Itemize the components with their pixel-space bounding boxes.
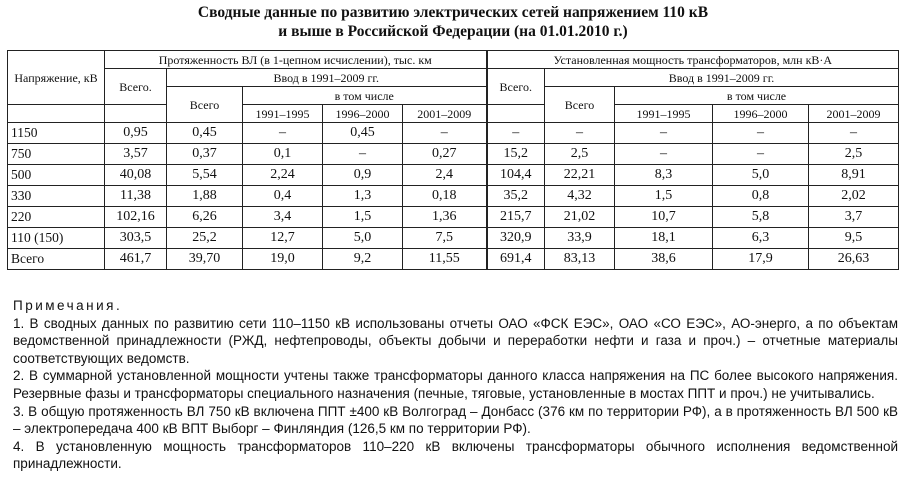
vl-value-cell: 19,0 [243,249,323,270]
tr-input-header: Ввод в 1991–2009 гг. [545,69,899,87]
tr-group-header: Установленная мощность трансформаторов, млн кВ·А [487,51,899,69]
table-row [8,123,899,144]
tr-input-total-header: Всего [545,87,615,123]
vl-value-cell: 11,38 [105,186,167,207]
vl-value-cell: 39,70 [167,249,243,270]
tr-value-cell: 2,5 [809,144,899,165]
tr-value-cell: 21,02 [545,207,615,228]
table-row [8,249,899,270]
vl-value-cell: – [403,123,487,144]
table-row [8,144,899,165]
tr-value-cell: 5,0 [713,165,809,186]
vl-value-cell: 0,1 [243,144,323,165]
vl-value-cell: 1,5 [323,207,403,228]
tr-period-3: 2001–2009 [809,105,899,123]
tr-value-cell: 35,2 [487,186,545,207]
tr-value-cell: – [713,144,809,165]
vl-total-header: Всего. [105,69,167,105]
tr-value-cell: 215,7 [487,207,545,228]
vl-group-header: Протяженность ВЛ (в 1-цепном исчислении), тыс. км [105,51,487,69]
vl-value-cell: 11,55 [403,249,487,270]
vl-value-cell: 5,0 [323,228,403,249]
vl-value-cell: 0,45 [323,123,403,144]
tr-value-cell: 691,4 [487,249,545,270]
notes-heading: Примечания. [13,298,123,313]
tr-value-cell: – [713,123,809,144]
vl-value-cell: 102,16 [105,207,167,228]
table-row [8,186,899,207]
note-3: 3. В общую протяженность ВЛ 750 кВ включена ППТ ±400 кВ Волгоград – Донбасс (376 км по территории РФ), а в протяженность ВЛ 500 кВ – электропередача 400 кВ ВПТ Выборг – Финляндия (126,5 км по территории РФ). [13,403,898,437]
tr-value-cell: 0,8 [713,186,809,207]
vl-value-cell: 0,27 [403,144,487,165]
tr-value-cell: – [615,144,713,165]
vl-period-1: 1991–1995 [243,105,323,123]
tr-value-cell: 4,32 [545,186,615,207]
voltage-cell: 110 (150) [8,228,105,249]
vl-value-cell: 6,26 [167,207,243,228]
tr-value-cell: – [545,123,615,144]
tr-including-header: в том числе [615,87,899,105]
tr-value-cell: 6,3 [713,228,809,249]
note-4: 4. В установленную мощность трансформаторов 110–220 кВ включены трансформаторы обычного исполнения ведомственной принадлежности. [13,438,898,472]
tr-value-cell: 104,4 [487,165,545,186]
vl-value-cell: 0,45 [167,123,243,144]
notes-section [13,297,898,473]
vl-input-header: Ввод в 1991–2009 гг. [167,69,487,87]
tr-value-cell: 33,9 [545,228,615,249]
tr-value-cell: – [615,123,713,144]
tr-value-cell: 3,7 [809,207,899,228]
tr-value-cell: 83,13 [545,249,615,270]
voltage-cell: 500 [8,165,105,186]
vl-value-cell: 2,24 [243,165,323,186]
vl-value-cell: – [323,144,403,165]
tr-value-cell: – [487,123,545,144]
vl-value-cell: 461,7 [105,249,167,270]
voltage-cell: 750 [8,144,105,165]
tr-value-cell: 17,9 [713,249,809,270]
tr-value-cell: 1,5 [615,186,713,207]
vl-value-cell: 0,37 [167,144,243,165]
voltage-cell: 1150 [8,123,105,144]
tr-total-spacer [487,105,545,123]
vl-value-cell: 40,08 [105,165,167,186]
vl-value-cell: 303,5 [105,228,167,249]
vl-input-total-header: Всего [167,87,243,123]
vl-value-cell: 1,88 [167,186,243,207]
tr-value-cell: 8,91 [809,165,899,186]
table-row [8,165,899,186]
vl-value-cell: 0,9 [323,165,403,186]
table-row [8,207,899,228]
vl-value-cell: 7,5 [403,228,487,249]
vl-value-cell: 1,3 [323,186,403,207]
tr-period-1: 1991–1995 [615,105,713,123]
tr-total-header: Всего. [487,69,545,105]
table-body [8,123,899,270]
vl-value-cell: 25,2 [167,228,243,249]
tr-value-cell: 9,5 [809,228,899,249]
title-line-1: Сводные данные по развитию электрических сетей напряжением 110 кВ [197,4,709,21]
vl-including-header: в том числе [243,87,487,105]
tr-value-cell: 26,63 [809,249,899,270]
voltage-cell: 330 [8,186,105,207]
vl-value-cell: 3,4 [243,207,323,228]
vl-period-3: 2001–2009 [403,105,487,123]
tr-value-cell: 10,7 [615,207,713,228]
vl-value-cell: 12,7 [243,228,323,249]
vl-value-cell: 1,36 [403,207,487,228]
tr-value-cell: 38,6 [615,249,713,270]
note-2: 2. В суммарной установленной мощности учтены также трансформаторы данного класса напряжения на ПС более высокого напряжения. Резервные фазы и трансформаторы специального назначения (печные, тяговые, установленные в мостах ППТ и проч.) не учитывались. [13,368,898,401]
tr-value-cell: 8,3 [615,165,713,186]
vl-total-spacer [105,105,167,123]
tr-value-cell: 15,2 [487,144,545,165]
tr-value-cell: 22,21 [545,165,615,186]
title-line-2: и выше в Российской Федерации (на 01.01.2010 г.) [278,23,628,40]
vl-value-cell: 2,4 [403,165,487,186]
note-1: 1. В сводных данных по развитию сети 110–1150 кВ использованы отчеты ОАО «ФСК ЕЭС», ОАО «СО ЕЭС», АО-энерго, а по объектам ведомственной принадлежности (РЖД, нефтепроводы, объекты добычи и переработки нефти и газа и проч.) – отчетные материалы соответствующих ведомств. [13,315,898,366]
table-row [8,228,899,249]
vl-value-cell: 0,18 [403,186,487,207]
vl-value-cell: 5,54 [167,165,243,186]
vl-value-cell: 9,2 [323,249,403,270]
tr-value-cell: 5,8 [713,207,809,228]
document-title [0,3,906,41]
data-table [7,50,899,270]
vl-value-cell: – [243,123,323,144]
voltage-header: Напряжение, кВ [8,51,105,105]
vl-value-cell: 3,57 [105,144,167,165]
tr-period-2: 1996–2000 [713,105,809,123]
vl-value-cell: 0,4 [243,186,323,207]
tr-value-cell: – [809,123,899,144]
vl-period-2: 1996–2000 [323,105,403,123]
tr-value-cell: 320,9 [487,228,545,249]
tr-value-cell: 2,5 [545,144,615,165]
tr-value-cell: 2,02 [809,186,899,207]
voltage-header-spacer [8,105,105,123]
tr-value-cell: 18,1 [615,228,713,249]
vl-value-cell: 0,95 [105,123,167,144]
voltage-cell: Всего [8,249,105,270]
voltage-cell: 220 [8,207,105,228]
